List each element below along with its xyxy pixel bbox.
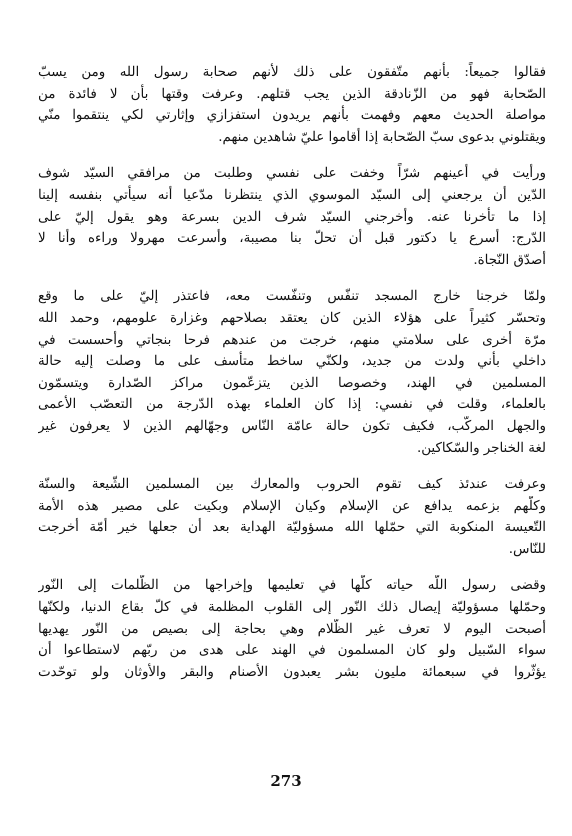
text-line: والجهل المركّب، فكيف تكون حالة عامّة النّاس وجهّالهم الذين لا يعرفون غير: [38, 418, 546, 434]
text-line: فقالوا جميعاً: بأنهم متّفقون على ذلك لأنهم صحابة رسول الله ومن يسبّ: [38, 65, 546, 80]
paragraph-1: [38, 62, 546, 148]
text-line: التّعيسة المنكوبة التي حمّلها الله مسؤوليّة الهداية بعد أن جعلها خير أمّة أخرجت: [38, 520, 546, 536]
text-line: للنّاس.: [508, 541, 546, 557]
paragraph-4: [38, 474, 546, 560]
text-line: أصبحت اليوم لا تعرف غير الظّلام وهي بحاجة إلى بصيص من النّور يهديها: [38, 621, 546, 637]
page-number: 273: [270, 772, 302, 790]
text-line: يؤثّروا في سبعمائة مليون بشر يعبدون الأصنام والبقر والأوثان ولو توحّدت: [38, 664, 546, 680]
paragraph-2: [38, 163, 546, 271]
text-line: ويقتلوني بدعوى سبّ الصّحابة إذا أقاموا عليّ شاهدين منهم.: [218, 129, 546, 145]
paragraph-3: [38, 286, 546, 459]
text-line: لغة الخناجر والسّكاكين.: [416, 440, 546, 456]
page-body: [38, 62, 546, 698]
text-line: المسلمين في الهند، وخصوصا الذين يتزعّمون مراكز الصّدارة ويتسمّون: [38, 375, 546, 391]
text-line: مواصلة الحديث معهم وفهمت بأنهم يريدون استفزازي وإثارتي لكي ينتقموا منّي: [38, 108, 546, 124]
text-line: بالعلماء، وقلت في نفسي: إذا كان العلماء بهذه الدّرجة من التعصّب الأعمى: [38, 397, 546, 413]
text-line: وحمّلها مسؤوليّة إيصال ذلك النّور إلى القلوب المظلمة في كلّ بقاع الدنيا، ولكنّها: [38, 600, 546, 616]
text-line: سواء السّبيل ولو كان المسلمون في الهند على هدى من ربّهم لاستطاعوا أن: [38, 643, 546, 659]
text-line: داخلي بأني ولدت من جديد، ولكنّي ساخط متأسف على ما وصلت إليه حالة: [38, 354, 546, 370]
text-line: مرّة أخرى على سلامتي منهم، خرجت من عندهم فرحا بنجاتي وأحسست في: [38, 332, 546, 348]
text-line: ولمّا خرجنا خارج المسجد تنفّس وتنفّست معه، فاعتذر إليّ على ما وقع: [38, 289, 546, 305]
text-line: وتحسّر كثيراً على هؤلاء الذين كان يعتقد بصلاحهم وغزارة علومهم، وحمد الله: [38, 310, 546, 326]
text-line: الدّين أن يرجعني إلى السيّد الموسوي الذي ينتظرنا مدّعيا أنه سيأتي بنفسه إلينا: [38, 187, 546, 203]
text-line: الصّحابة فهو من الزّنادقة الذين يجب قتلهم. وعرفت وقتها بأن لا فائدة من: [38, 86, 546, 102]
text-line: أصدّق النّجاة.: [473, 252, 546, 268]
paragraph-5: [38, 575, 546, 683]
text-line: إذا ما تأخرنا عنه. وأخرجني السيّد شرف الدين بسرعة وهو يقول إليّ على: [38, 209, 546, 225]
text-line: وعرفت عندئذ كيف تقوم الحروب والمعارك بين المسلمين الشّيعة والسنّة: [38, 477, 546, 493]
text-line: الدّرج: أسرع يا دكتور قبل أن تحلّ بنا مصيبة، وأسرعت مهرولا وراءه وأنا لا: [38, 231, 546, 247]
text-line: ورأيت في أعينهم شرّاً وخفت على نفسي وطلبت من مرافقي السيّد شوف: [38, 166, 546, 182]
text-line: وكلّهم بزعمه يدافع عن الإسلام وكيان الإسلام وبكيت على مصير هذه الأمة: [38, 498, 546, 514]
text-line: وقضى رسول اللّه حياته كلّها في تعليمها وإخراجها من الظّلمات إلى النّور: [38, 578, 546, 594]
